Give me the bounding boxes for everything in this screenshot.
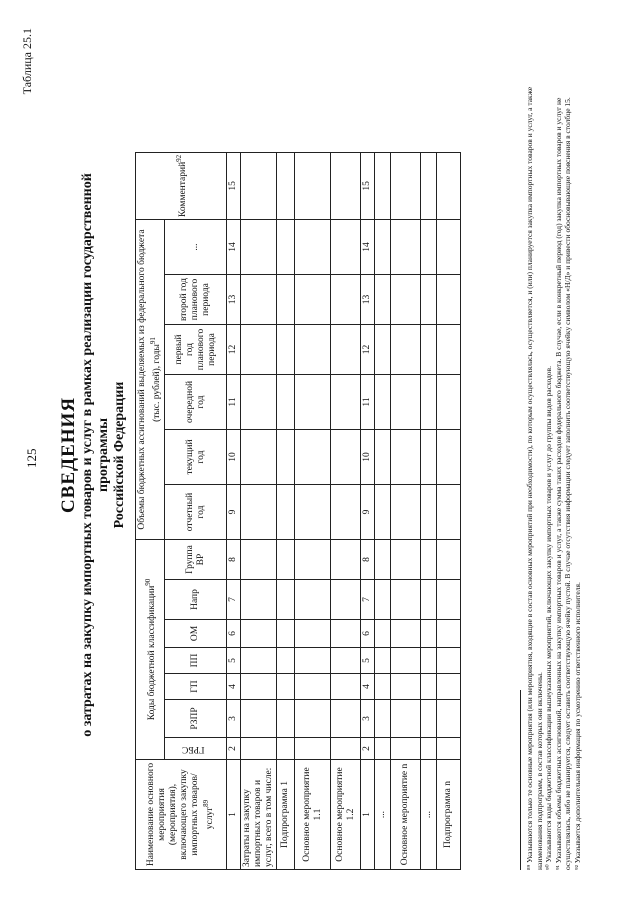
- table-row: [437, 152, 461, 869]
- footnote-separator: [520, 690, 521, 870]
- col-num: 7: [227, 580, 241, 620]
- col-num: 11: [227, 375, 241, 430]
- col-num: 5: [227, 648, 241, 674]
- header-code-gp: ГП: [165, 674, 227, 700]
- col-num: 5: [361, 648, 375, 674]
- col-num: 4: [227, 674, 241, 700]
- col-num: 15: [227, 152, 241, 219]
- document-subtitle-line1: о затратах на закупку импортных товаров и услуг в рамках реализации государственной программы: [80, 173, 111, 737]
- col-num: 2: [227, 738, 241, 760]
- header-year-more: ...: [165, 220, 227, 275]
- col-num: 13: [227, 275, 241, 325]
- header-comment: Комментарий$^{92}$: [136, 152, 227, 219]
- row-label-dots: ...: [375, 760, 391, 870]
- footnote-92: ⁹² Указывается дополнительная информация по усмотрению ответственного исполнителя.: [572, 582, 582, 870]
- row-label-total: Затраты на закупку импортных товаров и услуг, всего в том числе:: [241, 760, 277, 870]
- header-code-om: ОМ: [165, 620, 227, 648]
- col-num: 14: [361, 220, 375, 275]
- row-label-om11: Основное мероприятие 1.1: [295, 760, 331, 870]
- column-number-row: [361, 152, 375, 869]
- col-num: 12: [361, 325, 375, 375]
- header-code-rzpr: РЗПР: [165, 700, 227, 738]
- col-num: 10: [361, 430, 375, 485]
- col-num: 7: [361, 580, 375, 620]
- col-num: 6: [361, 620, 375, 648]
- table-row: [391, 152, 421, 869]
- footnotes: [520, 50, 582, 870]
- header-code-pp: ПП: [165, 648, 227, 674]
- col-num: 12: [227, 325, 241, 375]
- col-num: 4: [361, 674, 375, 700]
- row-label-dots: ...: [421, 760, 437, 870]
- col-num: 3: [361, 700, 375, 738]
- table-row: [331, 152, 361, 869]
- col-num: 15: [361, 152, 375, 219]
- page-number: 125: [24, 448, 39, 468]
- col-num: 9: [227, 485, 241, 540]
- header-year-plan2: второй год планового периода: [165, 275, 227, 325]
- col-num: 14: [227, 220, 241, 275]
- col-num: 2: [361, 738, 375, 760]
- footnote-90: ⁹⁰ Указываются коды бюджетной классификации вышеуказанных мероприятий, включающих закупку импортных товаров и услуг до группы видов расходов.: [544, 366, 553, 870]
- table-row: [375, 152, 391, 869]
- column-number-row: [227, 152, 241, 869]
- row-label-programn: Подпрограмма n: [437, 760, 461, 870]
- header-year-plan1: первый год планового периода: [165, 325, 227, 375]
- row-label-omn: Основное мероприятие n: [391, 760, 421, 870]
- header-budget-group: Объемы бюджетных ассигнований выделяемых из федерального бюджета (тыс. рублей), годы$^{91}$: [136, 220, 165, 540]
- col-num: 8: [361, 540, 375, 580]
- header-name-cell: Наименование основного мероприятия (мероприятия), включающего закупку импортных товаров/услуг$^{89}$: [136, 760, 227, 870]
- col-num: 9: [361, 485, 375, 540]
- header-year-reporting: отчетный год: [165, 485, 227, 540]
- table-row: [421, 152, 437, 869]
- col-num: 1: [361, 760, 375, 870]
- header-codes-group: Коды бюджетной классификации$^{90}$: [136, 540, 165, 760]
- col-num: 13: [361, 275, 375, 325]
- table-row: [295, 152, 331, 869]
- header-year-current: текущий год: [165, 430, 227, 485]
- col-num: 11: [361, 375, 375, 430]
- footnote-91: ⁹¹ Указываются объемы бюджетных ассигнований, направленных на закупку импортных товаров и услуг, а также сумма таких расходов федерального бюджета. В случае, если в конкретный период (год) закупка импортных товаров и услуг не осуществлялась, либо не планируется, следует оставить соответствующую ячейку пустой. В случае отсутствия информации следует заполнить соответствующую ячейку символом «Н/Д» и привести обосновывающие пояснения в столбце 15.: [553, 97, 572, 870]
- header-code-group-vr: Группа ВР: [165, 540, 227, 580]
- table-row: [277, 152, 295, 869]
- header-year-next: очередной год: [165, 375, 227, 430]
- table-reference: Таблица 25.1: [20, 28, 34, 95]
- col-num: 10: [227, 430, 241, 485]
- header-code-napr: Напр: [165, 580, 227, 620]
- table-row: [241, 152, 277, 869]
- row-label-om12: Основное мероприятие 1.2: [331, 760, 361, 870]
- row-label-program1: Подпрограмма 1: [277, 760, 295, 870]
- header-code-grbs: ГРБС: [165, 738, 227, 760]
- expense-table: [135, 152, 461, 870]
- document-title: СВЕДЕНИЯ: [58, 396, 79, 514]
- document-subtitle-line2: Российской Федерации: [112, 381, 127, 529]
- footnote-89: ⁸⁹ Указываются только те основные мероприятия (или мероприятия, входящие в состав основных мероприятий при необходимости), по которым осуществлялась, осуществляется, и (или) планируется закупка импортных товаров и услуг, а также наименования подпрограмм, в состав которых они включены.: [525, 86, 544, 870]
- col-num: 3: [227, 700, 241, 738]
- col-num: 6: [227, 620, 241, 648]
- col-num: 1: [227, 760, 241, 870]
- title-block: [58, 145, 128, 765]
- col-num: 8: [227, 540, 241, 580]
